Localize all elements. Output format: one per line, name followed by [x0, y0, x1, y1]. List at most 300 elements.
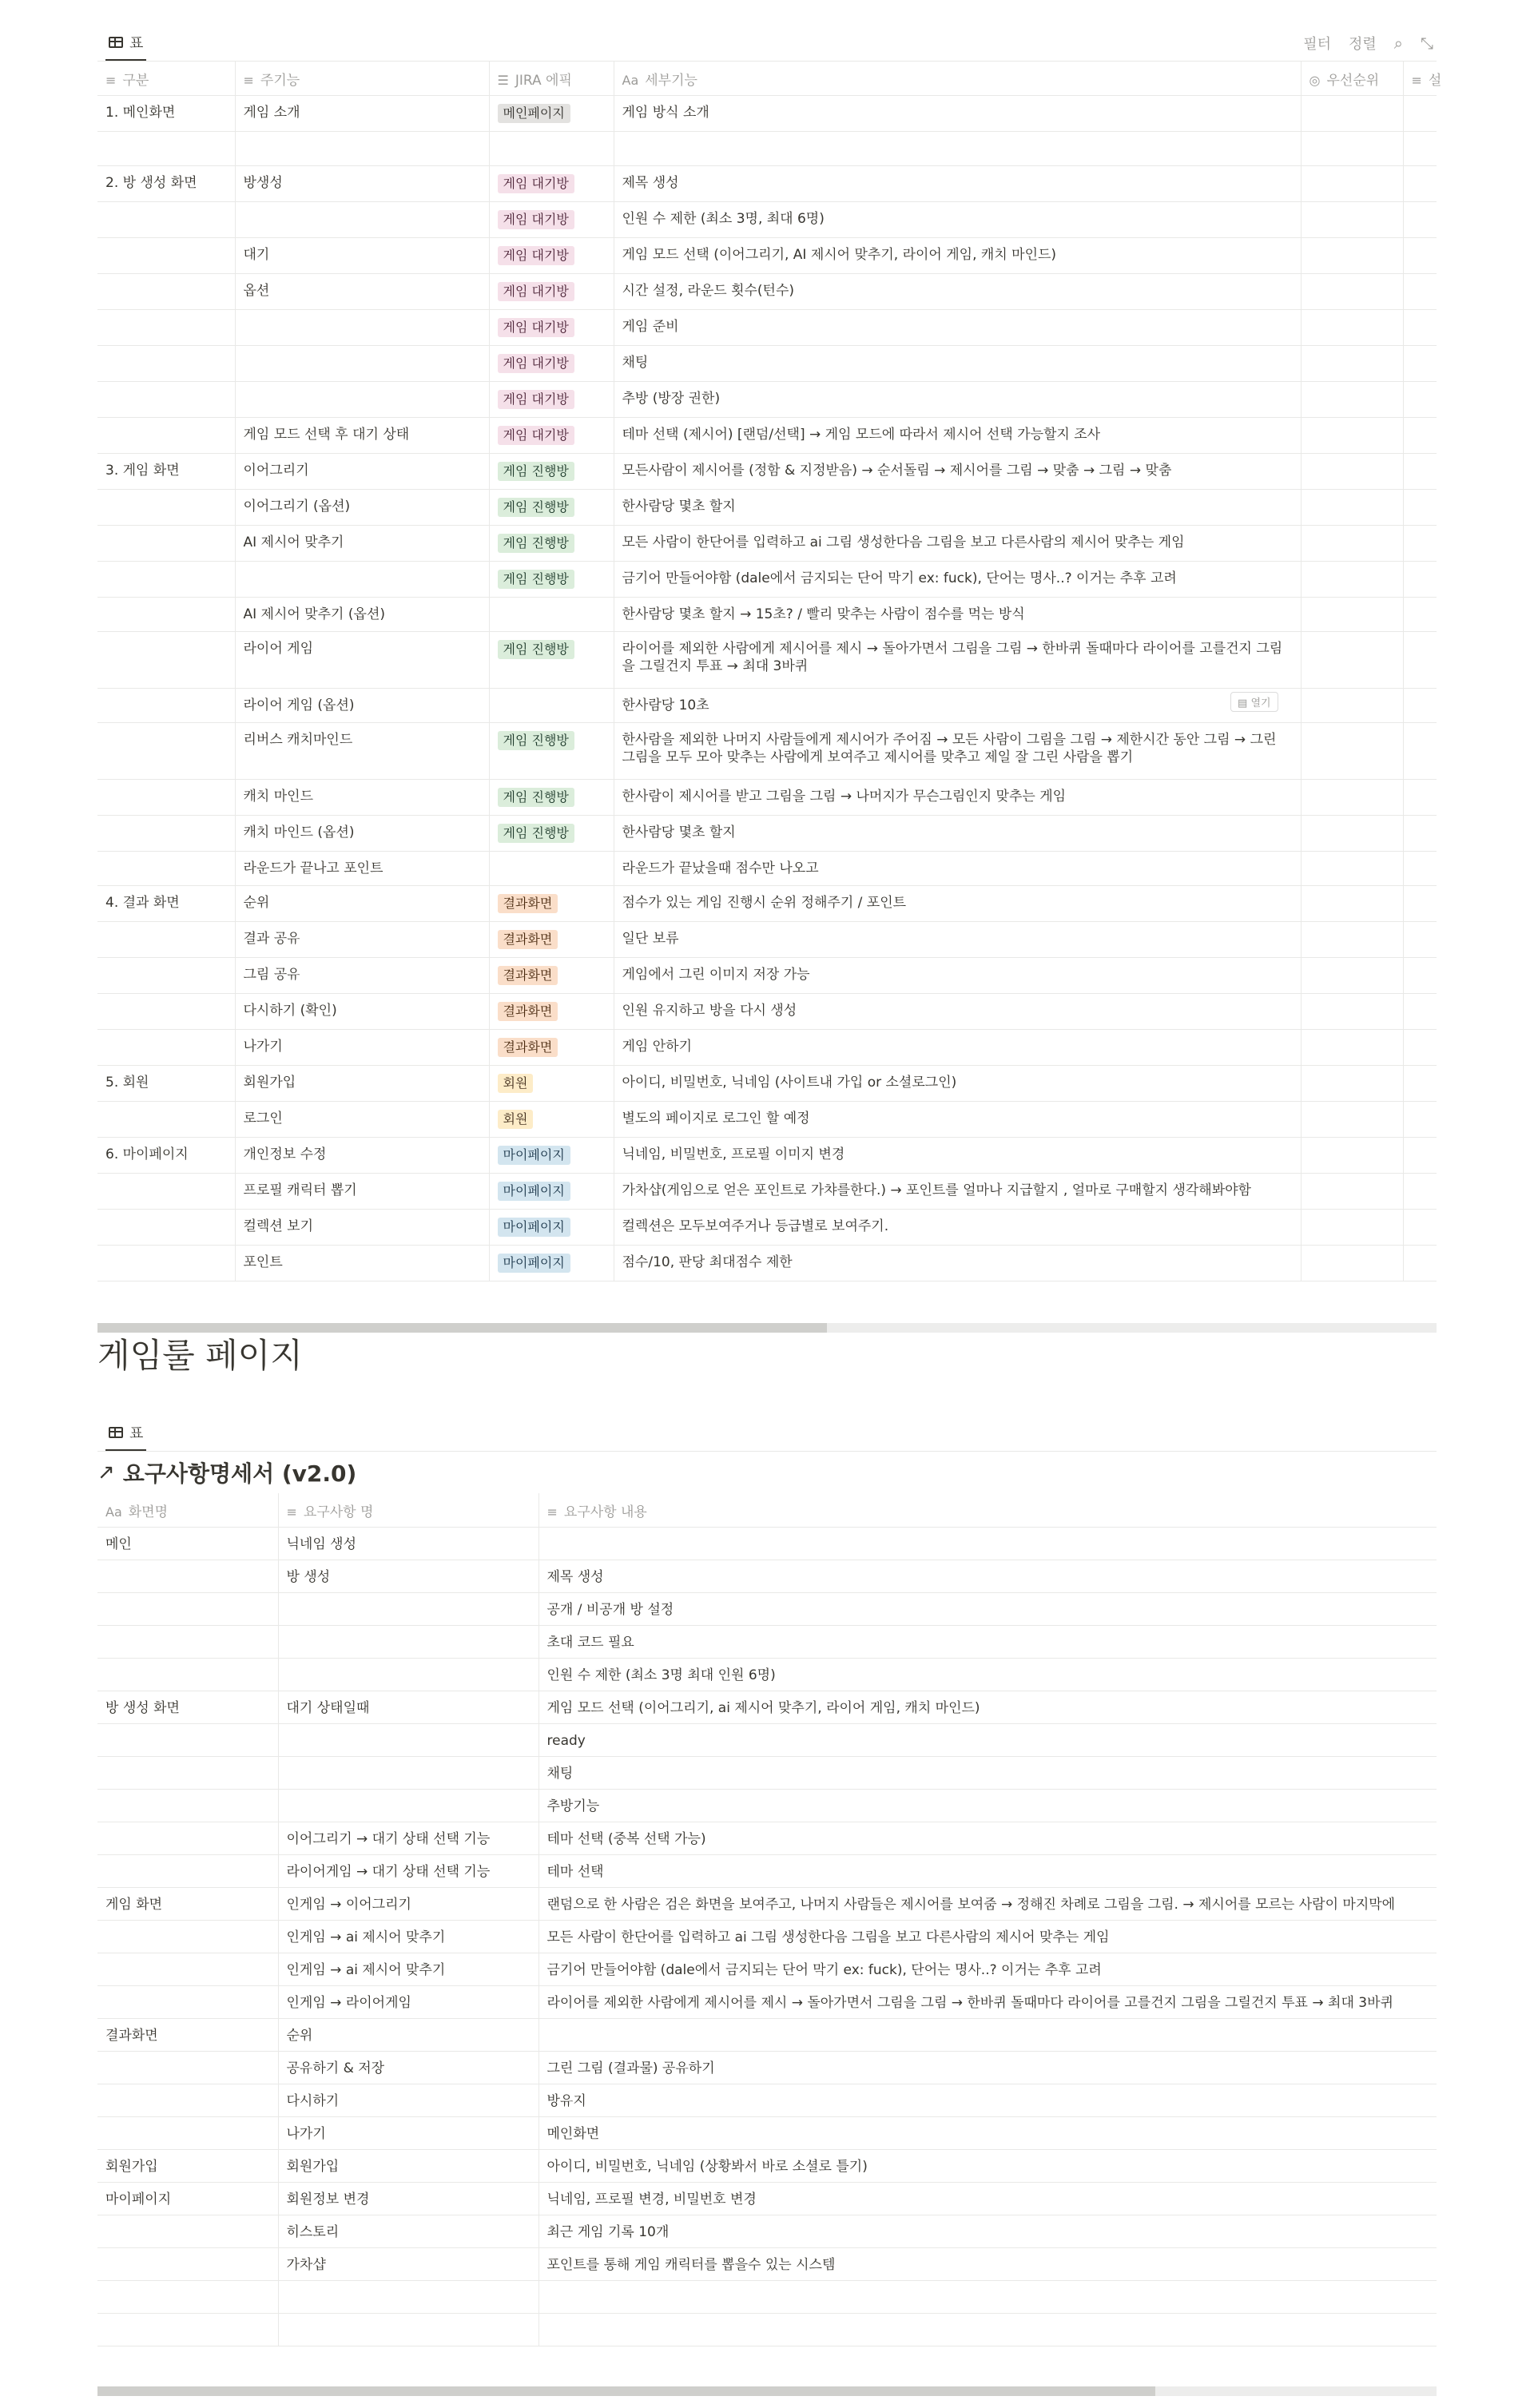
- screen-name-cell[interactable]: [97, 1593, 278, 1626]
- screen-name-cell[interactable]: [97, 1790, 278, 1822]
- extra-cell[interactable]: [1403, 994, 1437, 1030]
- requirement-name-cell[interactable]: [278, 1626, 538, 1659]
- screen-name-cell[interactable]: [97, 2084, 278, 2117]
- extra-cell[interactable]: [1403, 238, 1437, 274]
- requirement-name-cell[interactable]: 공유하기 & 저장: [278, 2052, 538, 2084]
- priority-cell[interactable]: [1301, 723, 1403, 780]
- screen-name-cell[interactable]: 결과화면: [97, 2019, 278, 2052]
- table-row[interactable]: [97, 2117, 1437, 2150]
- detail-cell[interactable]: 모든 사람이 한단어를 입력하고 ai 그림 생성한다음 그림을 보고 다른사람의 제시어 맞추는 게임: [614, 526, 1301, 562]
- category-cell[interactable]: [97, 562, 235, 598]
- t1-column-header[interactable]: [235, 62, 489, 96]
- t2-column-header[interactable]: [97, 1493, 278, 1528]
- expand-icon[interactable]: ⤡: [1421, 34, 1433, 53]
- main-feature-cell[interactable]: [235, 382, 489, 418]
- table-row[interactable]: [97, 632, 1437, 689]
- extra-cell[interactable]: [1403, 780, 1437, 816]
- jira-epic-cell[interactable]: [489, 723, 614, 780]
- extra-cell[interactable]: [1403, 1138, 1437, 1174]
- category-cell[interactable]: [97, 1030, 235, 1066]
- t1-column-header[interactable]: [1403, 62, 1442, 96]
- category-cell[interactable]: [97, 689, 235, 723]
- detail-cell[interactable]: 가차샵(게임으로 얻은 포인트로 가챠를한다.) → 포인트를 얼마나 지급할지 , 얼마로 구매할지 생각해봐야함: [614, 1174, 1301, 1210]
- table-row[interactable]: [97, 310, 1437, 346]
- table-row[interactable]: [97, 1246, 1437, 1281]
- jira-epic-cell[interactable]: [489, 886, 614, 922]
- filter-button[interactable]: 필터: [1303, 36, 1332, 53]
- priority-cell[interactable]: [1301, 1210, 1403, 1246]
- priority-cell[interactable]: [1301, 689, 1403, 723]
- tab-table[interactable]: [105, 26, 146, 61]
- table-row[interactable]: [97, 1921, 1437, 1953]
- priority-cell[interactable]: [1301, 490, 1403, 526]
- requirement-content-cell[interactable]: 포인트를 통해 게임 캐릭터를 뽑을수 있는 시스템: [538, 2248, 1437, 2281]
- requirement-name-cell[interactable]: [278, 1790, 538, 1822]
- t1-column-header[interactable]: [97, 62, 235, 96]
- table-row[interactable]: [97, 490, 1437, 526]
- extra-cell[interactable]: [1403, 454, 1437, 490]
- priority-cell[interactable]: [1301, 958, 1403, 994]
- priority-cell[interactable]: [1301, 598, 1403, 632]
- category-cell[interactable]: 5. 회원: [97, 1066, 235, 1102]
- priority-cell[interactable]: [1301, 96, 1403, 132]
- main-feature-cell[interactable]: 라이어 게임: [235, 632, 489, 689]
- screen-name-cell[interactable]: [97, 1986, 278, 2019]
- detail-cell[interactable]: 라운드가 끝났을때 점수만 나오고: [614, 852, 1301, 886]
- table-row[interactable]: [97, 886, 1437, 922]
- category-cell[interactable]: [97, 418, 235, 454]
- requirement-name-cell[interactable]: 라이어게임 → 대기 상태 선택 기능: [278, 1855, 538, 1888]
- jira-epic-cell[interactable]: [489, 922, 614, 958]
- requirement-content-cell[interactable]: 랜덤으로 한 사람은 검은 화면을 보여주고, 나머지 사람들은 제시어를 보여줌 → 정해진 차례로 그림을 그림. → 제시어를 모르는 사람이 마지막에: [538, 1888, 1437, 1921]
- table-row[interactable]: [97, 96, 1437, 132]
- requirement-content-cell[interactable]: 최근 게임 기록 10개: [538, 2215, 1437, 2248]
- table-row[interactable]: [97, 816, 1437, 852]
- jira-epic-cell[interactable]: [489, 346, 614, 382]
- detail-cell[interactable]: 게임 준비: [614, 310, 1301, 346]
- main-feature-cell[interactable]: 프로필 캐릭터 뽑기: [235, 1174, 489, 1210]
- jira-epic-cell[interactable]: [489, 1138, 614, 1174]
- detail-cell[interactable]: 시간 설정, 라운드 횟수(턴수): [614, 274, 1301, 310]
- table-row[interactable]: [97, 1855, 1437, 1888]
- category-cell[interactable]: [97, 382, 235, 418]
- table-row[interactable]: [97, 454, 1437, 490]
- table-row[interactable]: [97, 1560, 1437, 1593]
- table-row[interactable]: [97, 382, 1437, 418]
- jira-epic-cell[interactable]: [489, 1210, 614, 1246]
- open-row-button[interactable]: [1230, 692, 1278, 712]
- main-feature-cell[interactable]: 포인트: [235, 1246, 489, 1281]
- main-feature-cell[interactable]: 컬렉션 보기: [235, 1210, 489, 1246]
- extra-cell[interactable]: [1403, 632, 1437, 689]
- detail-cell[interactable]: 한사람을 제외한 나머지 사람들에게 제시어가 주어짐 → 모든 사람이 그림을 그림 → 제한시간 동안 그림 → 그린 그림을 모두 모아 맞추는 사람에게 보여주고 제시어를 맞추고 제일 잘 그린 사람을 뽑기: [614, 723, 1301, 780]
- requirement-content-cell[interactable]: 모든 사람이 한단어를 입력하고 ai 그림 생성한다음 그림을 보고 다른사람의 제시어 맞추는 게임: [538, 1921, 1437, 1953]
- requirement-name-cell[interactable]: [278, 2314, 538, 2346]
- requirement-name-cell[interactable]: 인게임 → 라이어게임: [278, 1986, 538, 2019]
- screen-name-cell[interactable]: [97, 2248, 278, 2281]
- requirement-name-cell[interactable]: [278, 1593, 538, 1626]
- screen-name-cell[interactable]: [97, 1855, 278, 1888]
- detail-cell[interactable]: 게임에서 그린 이미지 저장 가능: [614, 958, 1301, 994]
- detail-cell[interactable]: 게임 방식 소개: [614, 96, 1301, 132]
- category-cell[interactable]: [97, 958, 235, 994]
- requirement-content-cell[interactable]: [538, 2019, 1437, 2052]
- category-cell[interactable]: [97, 132, 235, 166]
- category-cell[interactable]: 1. 메인화면: [97, 96, 235, 132]
- category-cell[interactable]: [97, 1246, 235, 1281]
- table-row[interactable]: [97, 1659, 1437, 1691]
- category-cell[interactable]: [97, 852, 235, 886]
- requirement-content-cell[interactable]: 인원 수 제한 (최소 3명 최대 인원 6명): [538, 1659, 1437, 1691]
- table-row[interactable]: [97, 1102, 1437, 1138]
- priority-cell[interactable]: [1301, 346, 1403, 382]
- extra-cell[interactable]: [1403, 346, 1437, 382]
- extra-cell[interactable]: [1403, 689, 1437, 723]
- category-cell[interactable]: [97, 723, 235, 780]
- detail-cell[interactable]: 아이디, 비밀번호, 닉네임 (사이트내 가입 or 소셜로그인): [614, 1066, 1301, 1102]
- category-cell[interactable]: [97, 1102, 235, 1138]
- main-feature-cell[interactable]: 옵션: [235, 274, 489, 310]
- detail-cell[interactable]: 점수/10, 판당 최대점수 제한: [614, 1246, 1301, 1281]
- table-row[interactable]: [97, 1030, 1437, 1066]
- priority-cell[interactable]: [1301, 1102, 1403, 1138]
- search-icon[interactable]: ⌕: [1393, 34, 1403, 53]
- main-feature-cell[interactable]: 캐치 마인드 (옵션): [235, 816, 489, 852]
- requirement-content-cell[interactable]: [538, 2314, 1437, 2346]
- main-feature-cell[interactable]: 로그인: [235, 1102, 489, 1138]
- scrollbar-thumb[interactable]: [97, 2386, 1155, 2396]
- priority-cell[interactable]: [1301, 1138, 1403, 1174]
- jira-epic-cell[interactable]: [489, 526, 614, 562]
- screen-name-cell[interactable]: [97, 2052, 278, 2084]
- requirement-content-cell[interactable]: 테마 선택: [538, 1855, 1437, 1888]
- main-feature-cell[interactable]: 게임 모드 선택 후 대기 상태: [235, 418, 489, 454]
- priority-cell[interactable]: [1301, 886, 1403, 922]
- main-feature-cell[interactable]: 라이어 게임 (옵션): [235, 689, 489, 723]
- category-cell[interactable]: 6. 마이페이지: [97, 1138, 235, 1174]
- table-row[interactable]: [97, 2150, 1437, 2183]
- category-cell[interactable]: [97, 202, 235, 238]
- priority-cell[interactable]: [1301, 310, 1403, 346]
- detail-cell[interactable]: 테마 선택 (제시어) [랜덤/선택] → 게임 모드에 따라서 제시어 선택 가능할지 조사: [614, 418, 1301, 454]
- requirement-name-cell[interactable]: 인게임 → 이어그리기: [278, 1888, 538, 1921]
- table-row[interactable]: [97, 2281, 1437, 2314]
- detail-cell[interactable]: 금기어 만들어야함 (dale에서 금지되는 단어 막기 ex: fuck), 단어는 명사..? 이거는 추후 고려: [614, 562, 1301, 598]
- table-row[interactable]: [97, 2183, 1437, 2215]
- jira-epic-cell[interactable]: [489, 166, 614, 202]
- detail-cell[interactable]: 한사람당 10초: [614, 689, 1301, 723]
- extra-cell[interactable]: [1403, 132, 1437, 166]
- table-row[interactable]: [97, 1822, 1437, 1855]
- requirement-content-cell[interactable]: 방유지: [538, 2084, 1437, 2117]
- table-row[interactable]: [97, 598, 1437, 632]
- main-feature-cell[interactable]: 나가기: [235, 1030, 489, 1066]
- extra-cell[interactable]: [1403, 490, 1437, 526]
- priority-cell[interactable]: [1301, 274, 1403, 310]
- jira-epic-cell[interactable]: [489, 454, 614, 490]
- detail-cell[interactable]: 인원 유지하고 방을 다시 생성: [614, 994, 1301, 1030]
- t2-column-header[interactable]: [538, 1493, 1437, 1528]
- jira-epic-cell[interactable]: [489, 1066, 614, 1102]
- jira-epic-cell[interactable]: [489, 780, 614, 816]
- detail-cell[interactable]: 한사람당 몇초 할지: [614, 490, 1301, 526]
- priority-cell[interactable]: [1301, 454, 1403, 490]
- category-cell[interactable]: 3. 게임 화면: [97, 454, 235, 490]
- extra-cell[interactable]: [1403, 1210, 1437, 1246]
- table-row[interactable]: [97, 1724, 1437, 1757]
- table-row[interactable]: [97, 2215, 1437, 2248]
- main-feature-cell[interactable]: [235, 202, 489, 238]
- screen-name-cell[interactable]: [97, 1822, 278, 1855]
- main-feature-cell[interactable]: 라운드가 끝나고 포인트: [235, 852, 489, 886]
- table-row[interactable]: [97, 346, 1437, 382]
- extra-cell[interactable]: [1403, 816, 1437, 852]
- requirement-name-cell[interactable]: 순위: [278, 2019, 538, 2052]
- main-feature-cell[interactable]: [235, 310, 489, 346]
- main-feature-cell[interactable]: AI 제시어 맞추기: [235, 526, 489, 562]
- requirement-name-cell[interactable]: [278, 1659, 538, 1691]
- detail-cell[interactable]: 닉네임, 비밀번호, 프로필 이미지 변경: [614, 1138, 1301, 1174]
- requirement-name-cell[interactable]: 이어그리기 → 대기 상태 선택 기능: [278, 1822, 538, 1855]
- priority-cell[interactable]: [1301, 922, 1403, 958]
- category-cell[interactable]: [97, 922, 235, 958]
- requirement-content-cell[interactable]: 닉네임, 프로필 변경, 비밀번호 변경: [538, 2183, 1437, 2215]
- extra-cell[interactable]: [1403, 274, 1437, 310]
- table-row[interactable]: [97, 922, 1437, 958]
- detail-cell[interactable]: 게임 모드 선택 (이어그리기, AI 제시어 맞추기, 라이어 게임, 캐치 마인드): [614, 238, 1301, 274]
- jira-epic-cell[interactable]: [489, 490, 614, 526]
- extra-cell[interactable]: [1403, 958, 1437, 994]
- category-cell[interactable]: [97, 816, 235, 852]
- screen-name-cell[interactable]: [97, 1659, 278, 1691]
- jira-epic-cell[interactable]: [489, 562, 614, 598]
- category-cell[interactable]: [97, 526, 235, 562]
- priority-cell[interactable]: [1301, 418, 1403, 454]
- table-row[interactable]: [97, 238, 1437, 274]
- extra-cell[interactable]: [1403, 310, 1437, 346]
- priority-cell[interactable]: [1301, 562, 1403, 598]
- category-cell[interactable]: [97, 490, 235, 526]
- category-cell[interactable]: [97, 598, 235, 632]
- table-row[interactable]: [97, 958, 1437, 994]
- requirement-content-cell[interactable]: 제목 생성: [538, 1560, 1437, 1593]
- detail-cell[interactable]: 점수가 있는 게임 진행시 순위 정해주기 / 포인트: [614, 886, 1301, 922]
- table-row[interactable]: [97, 418, 1437, 454]
- screen-name-cell[interactable]: 마이페이지: [97, 2183, 278, 2215]
- priority-cell[interactable]: [1301, 852, 1403, 886]
- jira-epic-cell[interactable]: [489, 994, 614, 1030]
- table-row[interactable]: [97, 1528, 1437, 1560]
- screen-name-cell[interactable]: [97, 2314, 278, 2346]
- requirement-content-cell[interactable]: 라이어를 제외한 사람에게 제시어를 제시 → 돌아가면서 그림을 그림 → 한바퀴 돌때마다 라이어를 고를건지 그림을 그릴건지 투표 → 최대 3바퀴: [538, 1986, 1437, 2019]
- detail-cell[interactable]: 일단 보류: [614, 922, 1301, 958]
- main-feature-cell[interactable]: 게임 소개: [235, 96, 489, 132]
- jira-epic-cell[interactable]: [489, 958, 614, 994]
- screen-name-cell[interactable]: 방 생성 화면: [97, 1691, 278, 1724]
- table-row[interactable]: [97, 1066, 1437, 1102]
- table-row[interactable]: [97, 562, 1437, 598]
- requirement-content-cell[interactable]: 추방기능: [538, 1790, 1437, 1822]
- screen-name-cell[interactable]: [97, 1953, 278, 1986]
- table-row[interactable]: [97, 780, 1437, 816]
- table-row[interactable]: [97, 1757, 1437, 1790]
- detail-cell[interactable]: 별도의 페이지로 로그인 할 예정: [614, 1102, 1301, 1138]
- table-row[interactable]: [97, 1790, 1437, 1822]
- detail-cell[interactable]: 컬렉션은 모두보여주거나 등급별로 보여주기.: [614, 1210, 1301, 1246]
- table-row[interactable]: [97, 166, 1437, 202]
- category-cell[interactable]: [97, 310, 235, 346]
- priority-cell[interactable]: [1301, 238, 1403, 274]
- extra-cell[interactable]: [1403, 96, 1437, 132]
- jira-epic-cell[interactable]: [489, 132, 614, 166]
- priority-cell[interactable]: [1301, 816, 1403, 852]
- table-row[interactable]: [97, 526, 1437, 562]
- jira-epic-cell[interactable]: [489, 632, 614, 689]
- extra-cell[interactable]: [1403, 382, 1437, 418]
- jira-epic-cell[interactable]: [489, 310, 614, 346]
- detail-cell[interactable]: 모든사람이 제시어를 (정함 & 지정받음) → 순서돌림 → 제시어를 그림 → 맞춤 → 그림 → 맞춤: [614, 454, 1301, 490]
- main-feature-cell[interactable]: 회원가입: [235, 1066, 489, 1102]
- extra-cell[interactable]: [1403, 886, 1437, 922]
- priority-cell[interactable]: [1301, 632, 1403, 689]
- table-row[interactable]: [97, 2084, 1437, 2117]
- extra-cell[interactable]: [1403, 1030, 1437, 1066]
- requirement-content-cell[interactable]: 금기어 만들어야함 (dale에서 금지되는 단어 막기 ex: fuck), 단어는 명사..? 이거는 추후 고려: [538, 1953, 1437, 1986]
- category-cell[interactable]: [97, 994, 235, 1030]
- jira-epic-cell[interactable]: [489, 1246, 614, 1281]
- main-feature-cell[interactable]: 이어그리기: [235, 454, 489, 490]
- requirement-name-cell[interactable]: [278, 2281, 538, 2314]
- jira-epic-cell[interactable]: [489, 202, 614, 238]
- extra-cell[interactable]: [1403, 1102, 1437, 1138]
- main-feature-cell[interactable]: [235, 132, 489, 166]
- main-feature-cell[interactable]: 이어그리기 (옵션): [235, 490, 489, 526]
- table-row[interactable]: [97, 1691, 1437, 1724]
- jira-epic-cell[interactable]: [489, 238, 614, 274]
- table-row[interactable]: [97, 2248, 1437, 2281]
- main-feature-cell[interactable]: [235, 562, 489, 598]
- detail-cell[interactable]: 라이어를 제외한 사람에게 제시어를 제시 → 돌아가면서 그림을 그림 → 한바퀴 돌때마다 라이어를 고를건지 그림을 그릴건지 투표 → 최대 3바퀴: [614, 632, 1301, 689]
- extra-cell[interactable]: [1403, 922, 1437, 958]
- requirement-content-cell[interactable]: [538, 1528, 1437, 1560]
- table-row[interactable]: [97, 852, 1437, 886]
- extra-cell[interactable]: [1403, 1174, 1437, 1210]
- table-row[interactable]: [97, 274, 1437, 310]
- screen-name-cell[interactable]: [97, 1921, 278, 1953]
- requirement-content-cell[interactable]: 초대 코드 필요: [538, 1626, 1437, 1659]
- requirement-content-cell[interactable]: 게임 모드 선택 (이어그리기, ai 제시어 맞추기, 라이어 게임, 캐치 마인드): [538, 1691, 1437, 1724]
- priority-cell[interactable]: [1301, 1030, 1403, 1066]
- main-feature-cell[interactable]: [235, 346, 489, 382]
- table-row[interactable]: [97, 1174, 1437, 1210]
- extra-cell[interactable]: [1403, 562, 1437, 598]
- main-feature-cell[interactable]: 개인정보 수정: [235, 1138, 489, 1174]
- requirement-content-cell[interactable]: 그린 그림 (결과물) 공유하기: [538, 2052, 1437, 2084]
- main-feature-cell[interactable]: 순위: [235, 886, 489, 922]
- priority-cell[interactable]: [1301, 1174, 1403, 1210]
- jira-epic-cell[interactable]: [489, 1174, 614, 1210]
- detail-cell[interactable]: 한사람이 제시어를 받고 그림을 그림 → 나머지가 무슨그림인지 맞추는 게임: [614, 780, 1301, 816]
- jira-epic-cell[interactable]: [489, 1030, 614, 1066]
- jira-epic-cell[interactable]: [489, 689, 614, 723]
- priority-cell[interactable]: [1301, 382, 1403, 418]
- jira-epic-cell[interactable]: [489, 816, 614, 852]
- table-row[interactable]: [97, 1138, 1437, 1174]
- extra-cell[interactable]: [1403, 852, 1437, 886]
- table-row[interactable]: [97, 1888, 1437, 1921]
- detail-cell[interactable]: 한사람당 몇초 할지: [614, 816, 1301, 852]
- category-cell[interactable]: [97, 1210, 235, 1246]
- detail-cell[interactable]: 인원 수 제한 (최소 3명, 최대 6명): [614, 202, 1301, 238]
- jira-epic-cell[interactable]: [489, 274, 614, 310]
- requirement-name-cell[interactable]: [278, 1724, 538, 1757]
- requirement-content-cell[interactable]: 메인화면: [538, 2117, 1437, 2150]
- category-cell[interactable]: [97, 1174, 235, 1210]
- main-feature-cell[interactable]: 그림 공유: [235, 958, 489, 994]
- requirement-name-cell[interactable]: 방 생성: [278, 1560, 538, 1593]
- table-row[interactable]: [97, 723, 1437, 780]
- screen-name-cell[interactable]: 메인: [97, 1528, 278, 1560]
- category-cell[interactable]: [97, 274, 235, 310]
- extra-cell[interactable]: [1403, 1066, 1437, 1102]
- screen-name-cell[interactable]: [97, 1626, 278, 1659]
- table-row[interactable]: [97, 1593, 1437, 1626]
- priority-cell[interactable]: [1301, 202, 1403, 238]
- table-row[interactable]: [97, 202, 1437, 238]
- main-feature-cell[interactable]: 결과 공유: [235, 922, 489, 958]
- jira-epic-cell[interactable]: [489, 598, 614, 632]
- requirement-name-cell[interactable]: 다시하기: [278, 2084, 538, 2117]
- main-feature-cell[interactable]: 방생성: [235, 166, 489, 202]
- extra-cell[interactable]: [1403, 166, 1437, 202]
- sort-button[interactable]: 정렬: [1349, 36, 1377, 53]
- requirement-content-cell[interactable]: ready: [538, 1724, 1437, 1757]
- category-cell[interactable]: 2. 방 생성 화면: [97, 166, 235, 202]
- priority-cell[interactable]: [1301, 1066, 1403, 1102]
- extra-cell[interactable]: [1403, 202, 1437, 238]
- table-row[interactable]: [97, 2314, 1437, 2346]
- main-feature-cell[interactable]: 대기: [235, 238, 489, 274]
- main-feature-cell[interactable]: 다시하기 (확인): [235, 994, 489, 1030]
- priority-cell[interactable]: [1301, 994, 1403, 1030]
- main-feature-cell[interactable]: AI 제시어 맞추기 (옵션): [235, 598, 489, 632]
- table-row[interactable]: [97, 2052, 1437, 2084]
- extra-cell[interactable]: [1403, 1246, 1437, 1281]
- database-title[interactable]: [97, 1452, 1437, 1493]
- extra-cell[interactable]: [1403, 723, 1437, 780]
- category-cell[interactable]: 4. 결과 화면: [97, 886, 235, 922]
- requirement-content-cell[interactable]: 공개 / 비공개 방 설정: [538, 1593, 1437, 1626]
- detail-cell[interactable]: 채팅: [614, 346, 1301, 382]
- category-cell[interactable]: [97, 632, 235, 689]
- screen-name-cell[interactable]: 게임 화면: [97, 1888, 278, 1921]
- jira-epic-cell[interactable]: [489, 96, 614, 132]
- requirement-content-cell[interactable]: 테마 선택 (중복 선택 가능): [538, 1822, 1437, 1855]
- screen-name-cell[interactable]: [97, 2215, 278, 2248]
- priority-cell[interactable]: [1301, 132, 1403, 166]
- detail-cell[interactable]: 한사람당 몇초 할지 → 15초? / 빨리 맞추는 사람이 점수를 먹는 방식: [614, 598, 1301, 632]
- main-feature-cell[interactable]: 캐치 마인드: [235, 780, 489, 816]
- t1-column-header[interactable]: [614, 62, 1301, 96]
- screen-name-cell[interactable]: [97, 1757, 278, 1790]
- requirement-content-cell[interactable]: 채팅: [538, 1757, 1437, 1790]
- extra-cell[interactable]: [1403, 598, 1437, 632]
- requirement-content-cell[interactable]: 아이디, 비밀번호, 닉네임 (상황봐서 바로 소셜로 틀기): [538, 2150, 1437, 2183]
- detail-cell[interactable]: 제목 생성: [614, 166, 1301, 202]
- category-cell[interactable]: [97, 346, 235, 382]
- requirement-name-cell[interactable]: 닉네임 생성: [278, 1528, 538, 1560]
- tab-table-2[interactable]: [105, 1416, 146, 1451]
